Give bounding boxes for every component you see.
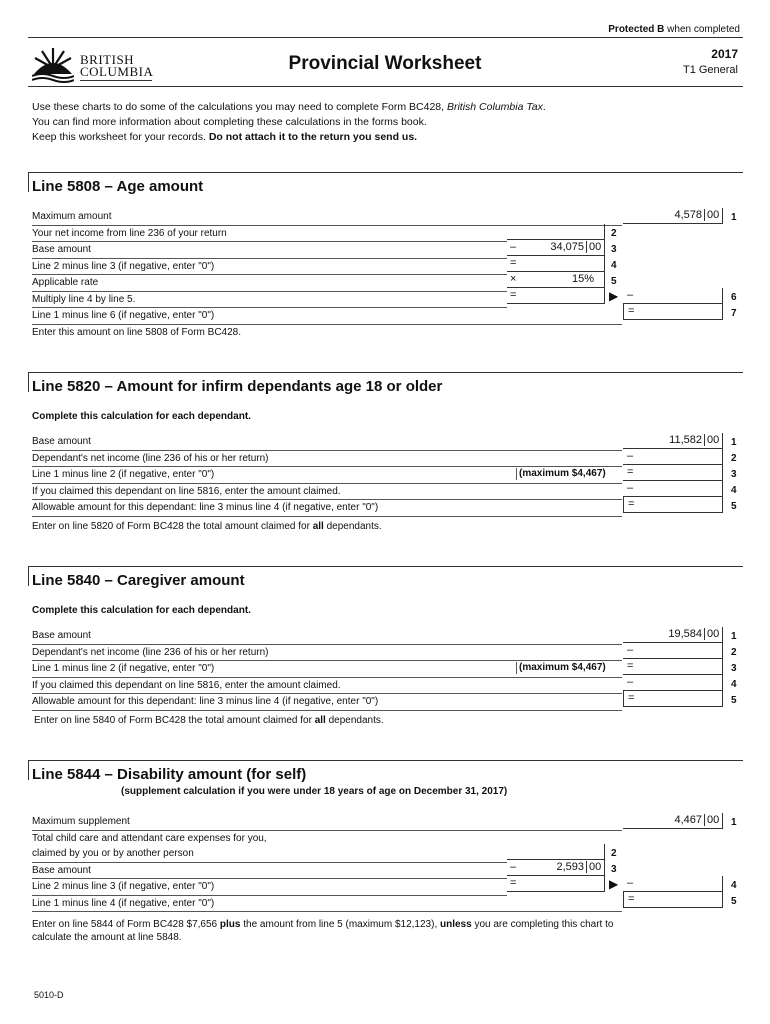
s5844-line4-right-field[interactable]: – xyxy=(623,876,723,892)
s5840-linenum-5: 5 xyxy=(731,695,737,706)
s5844-rows: Maximum supplement Total child care and attendant care expenses for you, claimed by you or by another person Base amount Line 2 minus line 3 (if negative, enter "0") Line 1 minus line 4 (if negative, enter "0") xyxy=(32,814,622,912)
s5808-line4-field[interactable]: = xyxy=(507,256,605,272)
s5808-linenum-3: 3 xyxy=(611,244,617,255)
s5844-arrow-icon: ▶ xyxy=(609,877,619,891)
s5820-note: Enter on line 5820 of Form BC428 the total amount claimed for all dependants. xyxy=(32,521,382,532)
logo-line2: COLUMBIA xyxy=(80,64,154,79)
header-top-rule xyxy=(28,37,743,38)
s5844-note: Enter on line 5844 of Form BC428 $7,656 plus the amount from line 5 (maximum $12,123), unless you are completing this chart to calculate the amount at line 5848. xyxy=(32,919,614,943)
protected-b-label: Protected B when completed xyxy=(608,24,740,35)
s5808-linenum-5: 5 xyxy=(611,276,617,287)
s5808-line7-result-field[interactable]: = xyxy=(623,304,723,320)
section-5844-title: Line 5844 – Disability amount (for self) xyxy=(32,766,307,783)
s5808-line5-rate: × 15% xyxy=(507,272,605,288)
s5820-linenum-5: 5 xyxy=(731,501,737,512)
section-5840-title: Line 5840 – Caregiver amount xyxy=(32,572,245,589)
s5820-linenum-3: 3 xyxy=(731,469,737,480)
logo-line1: BRITISH xyxy=(80,52,135,67)
header-bottom-rule xyxy=(28,86,743,87)
form-year: 2017 xyxy=(711,47,738,61)
s5840-line2-field[interactable]: – xyxy=(623,643,723,659)
logo-underline xyxy=(80,80,152,81)
s5844-line5-result-field[interactable]: = xyxy=(623,892,723,908)
s5808-linenum-4: 4 xyxy=(611,260,617,271)
s5844-linenum-5: 5 xyxy=(731,896,737,907)
s5808-line2-field[interactable] xyxy=(507,224,605,240)
form-type: T1 General xyxy=(682,64,738,76)
s5808-arrow-icon: ▶ xyxy=(609,289,619,303)
s5840-rows: Base amount Dependant's net income (line 236 of his or her return) Line 1 minus line 2 (if negative, enter "0") If you claimed this dependant on line 5816, enter the amount claimed. Allowable amount for this dependant: line 3 minus line 4 (if negative, enter "0") xyxy=(32,628,622,711)
s5844-linenum-4: 4 xyxy=(731,880,737,891)
s5820-maximum-note: (maximum $4,467) xyxy=(516,468,608,480)
s5840-maximum-note: (maximum $4,467) xyxy=(516,662,608,674)
s5840-linenum-4: 4 xyxy=(731,679,737,690)
s5808-note: Enter this amount on line 5808 of Form BC428. xyxy=(32,327,242,338)
s5844-linenum-3: 3 xyxy=(611,864,617,875)
s5840-linenum-1: 1 xyxy=(731,631,737,642)
s5808-rows: Maximum amount Your net income from line 236 of your return Base amount Line 2 minus line 3 (if negative, enter "0") Applicable rate Multiply line 4 by line 5. Line 1 minus line 6 (if negative, enter "0") xyxy=(32,209,622,325)
s5840-line4-field[interactable]: – xyxy=(623,675,723,691)
s5820-line5-result-field[interactable]: = xyxy=(623,497,723,513)
s5840-linenum-2: 2 xyxy=(731,647,737,658)
s5808-linenum-1: 1 xyxy=(731,212,737,223)
s5840-line3-field[interactable]: = xyxy=(623,659,723,675)
s5820-line1-amount: 11,582 00 xyxy=(623,433,723,449)
page-title: Provincial Worksheet xyxy=(288,53,482,74)
s5820-linenum-4: 4 xyxy=(731,485,737,496)
s5844-linenum-1: 1 xyxy=(731,817,737,828)
section-5820-subtitle: Complete this calculation for each dependant. xyxy=(32,411,251,422)
s5808-line6-right-field[interactable]: – xyxy=(623,288,723,304)
s5844-line2-field[interactable] xyxy=(507,844,605,860)
s5840-line5-result-field[interactable]: = xyxy=(623,691,723,707)
form-code: 5010-D xyxy=(34,990,64,1000)
section-5844-subtitle: (supplement calculation if you were under 18 years of age on December 31, 2017) xyxy=(121,786,508,797)
s5820-linenum-2: 2 xyxy=(731,453,737,464)
s5808-linenum-7: 7 xyxy=(731,308,737,319)
section-5808-title: Line 5808 – Age amount xyxy=(32,178,204,195)
s5820-rows: Base amount Dependant's net income (line 236 of his or her return) Line 1 minus line 2 (if negative, enter "0") If you claimed this dependant on line 5816, enter the amount claimed. Allowable amount for this dependant: line 3 minus line 4 (if negative, enter "0") xyxy=(32,434,622,517)
s5840-note: Enter on line 5840 of Form BC428 the total amount claimed for all dependants. xyxy=(34,715,384,726)
s5844-line3-amount: – 2,593 00 xyxy=(507,860,605,876)
s5840-linenum-3: 3 xyxy=(731,663,737,674)
s5808-line1-amount: 4,578 00 xyxy=(623,208,723,224)
s5844-linenum-2: 2 xyxy=(611,848,617,859)
s5808-linenum-6: 6 xyxy=(731,292,737,303)
s5844-line1-amount: 4,467 00 xyxy=(623,813,723,829)
s5808-linenum-2: 2 xyxy=(611,228,617,239)
s5820-line3-field[interactable]: = xyxy=(623,465,723,481)
section-5820-title: Line 5820 – Amount for infirm dependants age 18 or older xyxy=(32,378,443,395)
s5808-line3-amount: – 34,075 00 xyxy=(507,240,605,256)
s5820-linenum-1: 1 xyxy=(731,437,737,448)
section-5840-subtitle: Complete this calculation for each dependant. xyxy=(32,605,251,616)
s5820-line4-field[interactable]: – xyxy=(623,481,723,497)
intro-text: Use these charts to do some of the calculations you may need to complete Form BC428, British Columbia Tax. You can find more information about completing these calculations in the forms book. Keep this worksheet for your records. Do not attach it to the return you send us. xyxy=(32,101,546,143)
s5840-line1-amount: 19,584 00 xyxy=(623,627,723,643)
s5844-line4-field[interactable]: = xyxy=(507,876,605,892)
s5808-line6-field[interactable]: = xyxy=(507,288,605,304)
s5820-line2-field[interactable]: – xyxy=(623,449,723,465)
